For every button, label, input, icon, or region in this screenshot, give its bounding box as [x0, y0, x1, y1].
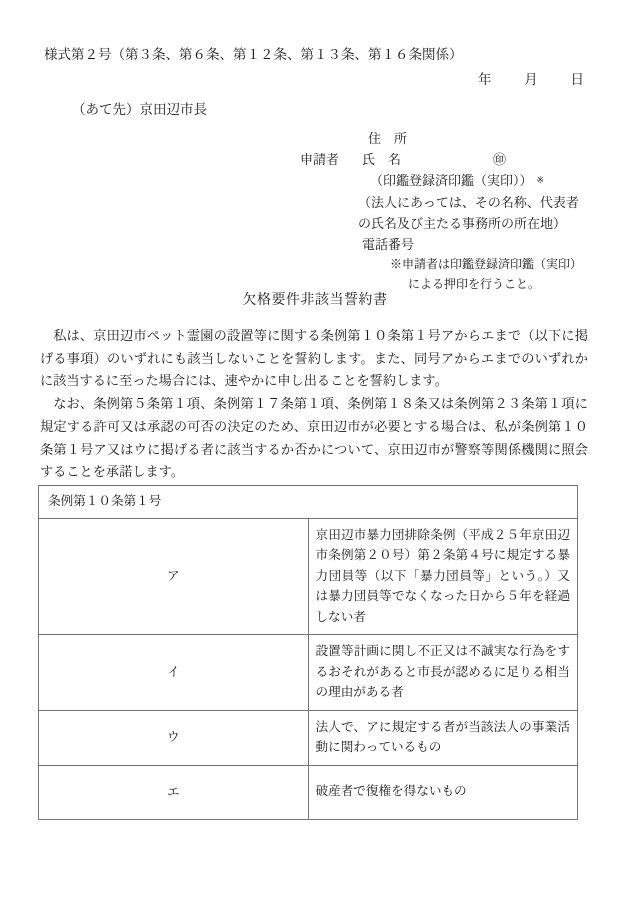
applicant-prefix-label: 申請者: [300, 152, 340, 168]
date-month-label: 月: [524, 72, 538, 87]
body-text: [40, 325, 588, 484]
addressee-line: （あて先）京田辺市長: [72, 102, 207, 117]
date-day-label: 日: [570, 72, 584, 87]
corporate-note-line1: （法人にあっては、その名称、代表者: [358, 194, 579, 210]
table-row-text-a: 京田辺市暴力団排除条例（平成２５年京田辺市条例第２０号）第２条第４号に規定する暴力団員等（以下「暴力団員等」という。）又は暴力団員等でなくなった日から５年を経過しない者: [308, 518, 578, 635]
table-row-text-i: 設置等計画に関し不正又は不誠実な行為をするおそれがあると市長が認めるに足りる相当の理由がある者: [308, 635, 578, 711]
requirements-table: [38, 485, 578, 820]
seal-icon: ㊞: [493, 152, 507, 168]
body-paragraph-2: なお、条例第５条第１項、条例第１７条第１項、条例第１８条又は条例第２３条第１項に規定する許可又は承認の可否の決定のため、京田辺市が必要とする場合は、私が条例第１０条第１号ア又はウに掲げる者に該当するか否かについて、京田辺市が警察等関係機関に照会することを承諾します。: [40, 396, 588, 480]
footnote-line1: ※申請者は印鑑登録済印鑑（実印）: [390, 257, 583, 272]
applicant-address-row: [300, 128, 600, 149]
body-paragraph-1: 私は、京田辺市ペット霊園の設置等に関する条例第１０条第１号アからエまで（以下に掲げる事項）のいずれにも該当しないことを誓約します。また、同号アからエまでのいずれかに該当するに至った場合には、速やかに申し出ることを誓約します。: [40, 328, 588, 389]
form-number: 様式第２号（第３条、第６条、第１２条、第１３条、第１６条関係）: [44, 47, 463, 62]
page-title: 欠格要件非該当誓約書: [242, 293, 388, 308]
applicant-block: [300, 128, 600, 294]
table-row-key-a: ア: [39, 518, 309, 635]
seal-note-text: （印鑑登録済印鑑（実印））: [370, 173, 533, 189]
table-row: [39, 765, 578, 819]
table-row-key-u: ウ: [39, 710, 309, 765]
seal-note-asterisk-icon: ※: [536, 175, 545, 186]
applicant-name-label: 氏 名: [362, 152, 402, 168]
table-header-cell: 条例第１０条第１号: [39, 486, 578, 519]
table-row-text-e: 破産者で復権を得ないもの: [308, 765, 578, 819]
applicant-name-row: [300, 149, 600, 170]
applicant-seal-note-row: [300, 170, 600, 191]
table-row: [39, 635, 578, 711]
table-header-row: [39, 486, 578, 519]
telephone-label: 電話番号: [362, 236, 415, 252]
table-row: [39, 710, 578, 765]
table-row: [39, 518, 578, 635]
footnote-line2: による押印を行うこと。: [408, 276, 541, 291]
date-line: [478, 70, 584, 91]
table-row-key-i: イ: [39, 635, 309, 711]
applicant-address-label: 住 所: [368, 131, 408, 146]
corporate-note-line2: の氏名及び主たる事務所の所在地）: [358, 215, 567, 231]
table-row-key-e: エ: [39, 765, 309, 819]
date-year-label: 年: [478, 72, 492, 87]
table-row-text-u: 法人で、アに規定する者が当該法人の事業活動に関わっているもの: [308, 710, 578, 765]
